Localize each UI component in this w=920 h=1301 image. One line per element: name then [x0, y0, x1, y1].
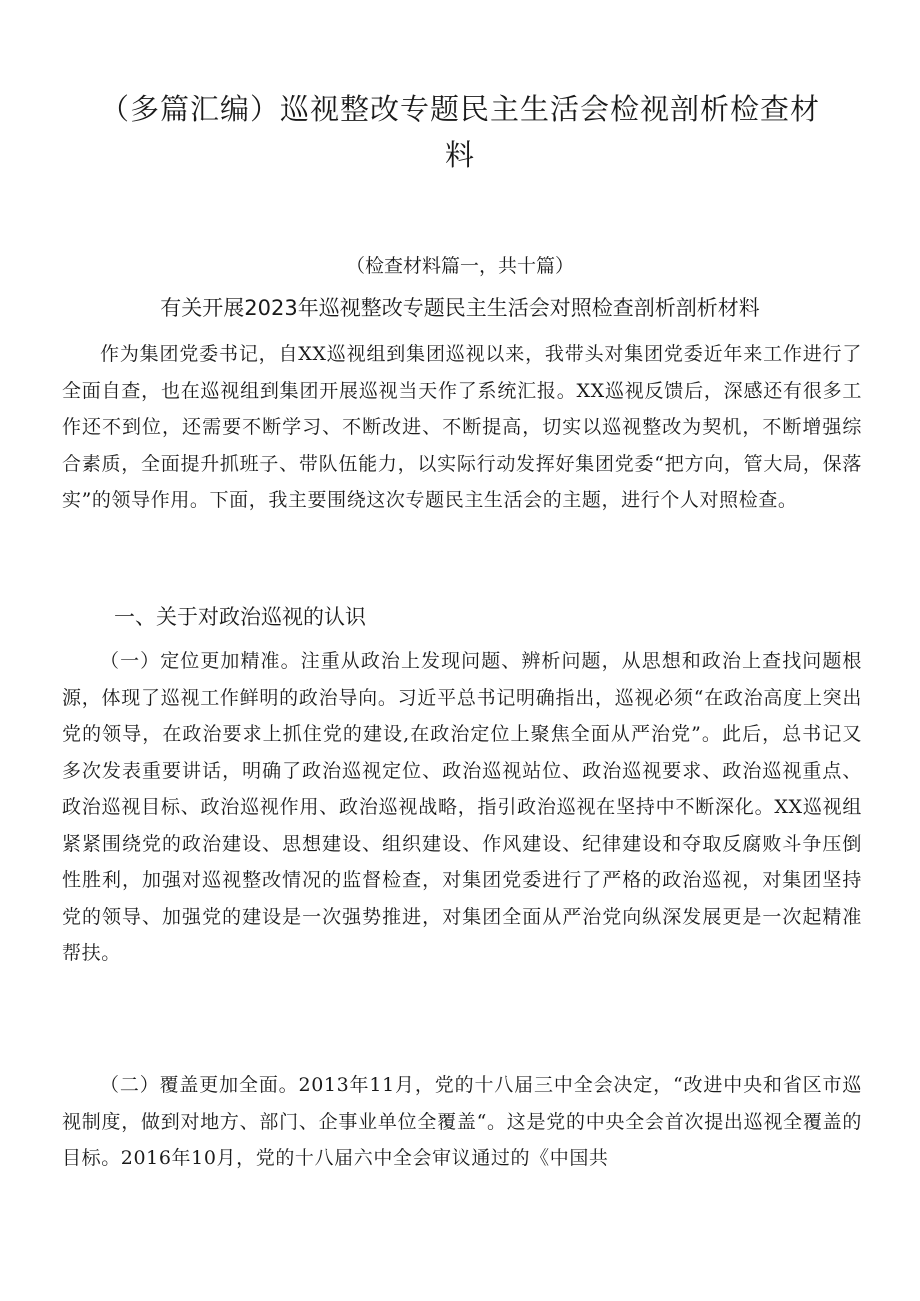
paragraph-positioning: （一）定位更加精准。注重从政治上发现问题、辨析问题，从思想和政治上查找问题根源，体现了巡视工作鲜明的政治导向。习近平总书记明确指出，巡视必须“在政治高度上突出党的领导，在政治要求上抓住党的建设,在政治定位上聚焦全面从严治党”。此后，总书记又多次发表重要讲话，明确了政治巡视定位、政治巡视站位、政治巡视要求、政治巡视重点、政治巡视目标、政治巡视作用、政治巡视战略，指引政治巡视在坚持中不断深化。XX巡视组紧紧围绕党的政治建设、思想建设、组织建设、作风建设、纪律建设和夺取反腐败斗争压倒性胜利，加强对巡视整改情况的监督检查，对集团党委进行了严格的政治巡视，对集团坚持党的领导、加强党的建设是一次强势推进，对集团全面从严治党向纵深发展更是一次起精准帮扶。	[62, 650, 862, 964]
paragraph-coverage: （二）覆盖更加全面。2013年11月，党的十八届三中全会决定，“改进中央和省区市巡视制度，做到对地方、部门、企事业单位全覆盖“。这是党的中央全会首次提出巡视全覆盖的目标。2016年10月，党的十八届六中全会审议通过的《中国共	[62, 1074, 862, 1169]
document-title: （多篇汇编）巡视整改专题民主生活会检视剖析检查材料	[99, 92, 820, 172]
heading-part-one: 一、关于对政治巡视的认识	[114, 605, 366, 629]
paragraph-intro: 作为集团党委书记，自XX巡视组到集团巡视以来，我带头对集团党委近年来工作进行了全面自查，也在巡视组到集团开展巡视当天作了系统汇报。XX巡视反馈后，深感还有很多工作还不到位，还需要不断学习、不断改进、不断提高，切实以巡视整改为契机，不断增强综合素质，全面提升抓班子、带队伍能力，以实际行动发挥好集团党委“把方向，管大局，保落实”的领导作用。下面，我主要围绕这次专题民主生活会的主题，进行个人对照检查。	[62, 343, 862, 511]
document-subtitle: （检查材料篇一，共十篇）	[345, 255, 574, 277]
section-heading: 有关开展2023年巡视整改专题民主生活会对照检查剖析剖析材料	[160, 296, 760, 320]
